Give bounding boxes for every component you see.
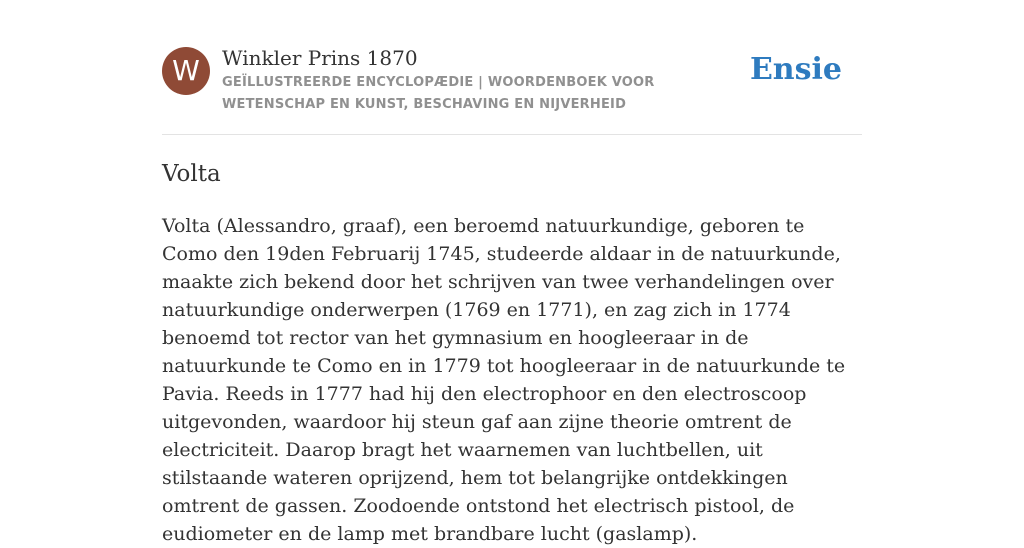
ensie-logo[interactable]: Ensie (749, 52, 842, 87)
article-title: Volta (162, 161, 221, 187)
source-header (162, 46, 862, 135)
source-avatar[interactable]: W (162, 47, 210, 95)
article-body: Volta (Alessandro, graaf), een beroemd natuurkundige, geboren te Como den 19den Februarij 1745, studeerde aldaar in de natuurkunde, maakte zich bekend door het schrijven van twee verhandelingen over natuurkundige onderwerpen (1769 en 1771), en zag zich in 1774 benoemd tot rector van het gymnasium en hoogleeraar in de natuurkunde te Como en in 1779 tot hoogleeraar in de natuurkunde te Pavia. Reeds in 1777 had hij den electrophoor en den electroscoop uitgevonden, waardoor hij steun gaf aan zijne theorie omtrent de electriciteit. Daarop bragt het waarnemen van luchtbellen, uit stilstaande wateren oprijzend, hem tot belangrijke ontdekkingen omtrent de gassen. Zoodoende ontstond het electrisch pistool, de eudiometer en de lamp met brandbare lucht (gaslamp). (162, 215, 846, 545)
source-subtitle: GEÏLLUSTREERDE ENCYCLOPÆDIE | WOORDENBOEK VOOR WETENSCHAP EN KUNST, BESCHAVING EN NIJVERHEID (222, 75, 655, 112)
source-title[interactable]: Winkler Prins 1870 (222, 46, 418, 70)
